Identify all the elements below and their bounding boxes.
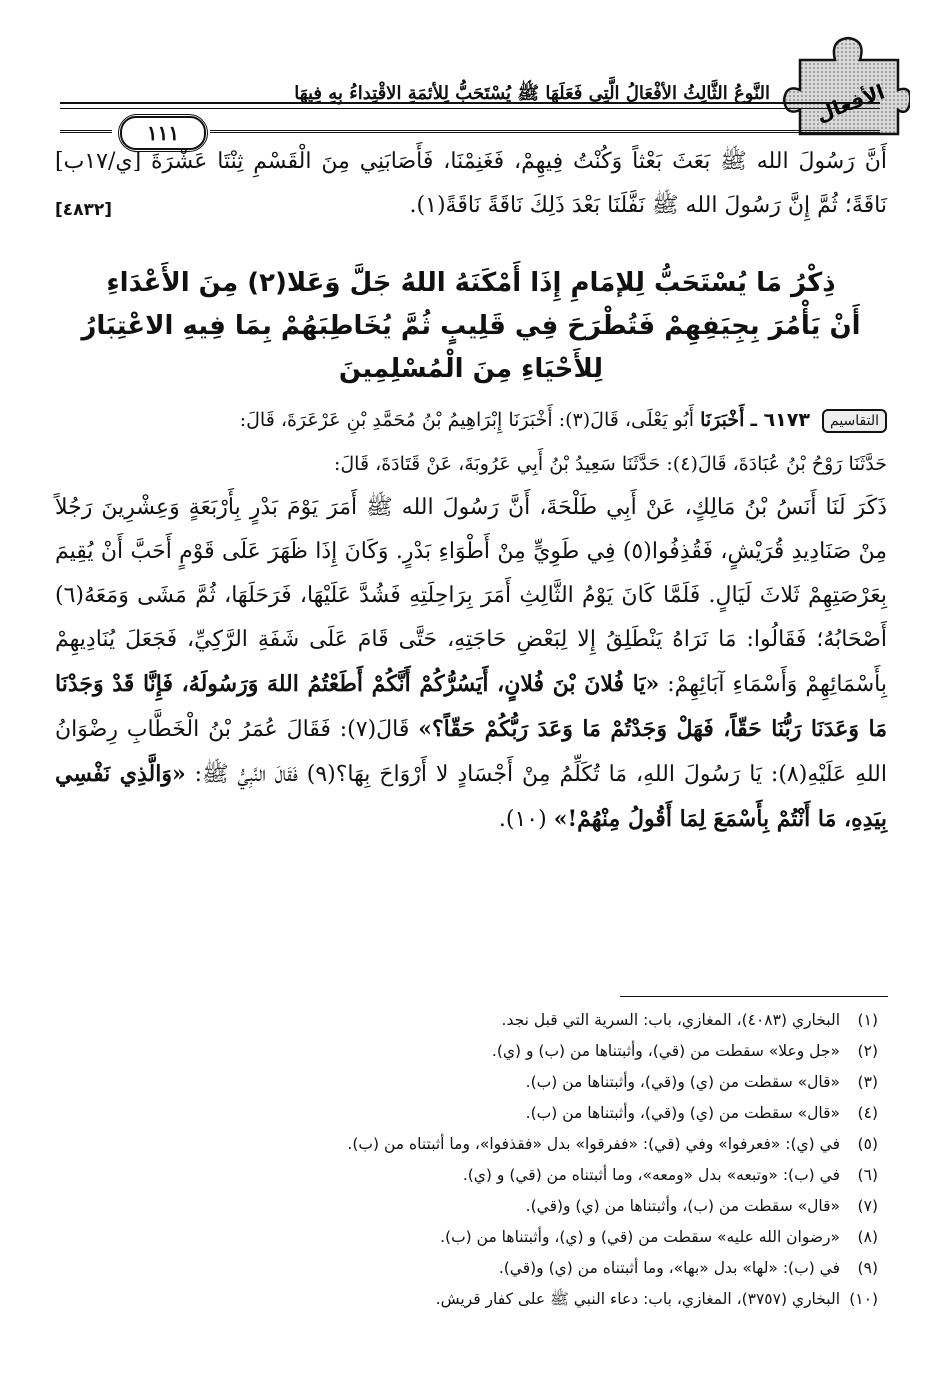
prophetic-quote-2: «وَالَّذِي نَفْسِي بِيَدِهِ، مَا أَنْتُمْ بِأَسْمَعَ لِمَا أَقُولُ مِنْهُمْ!» [55,761,887,832]
opening-paragraph-text: أَنَّ رَسُولَ الله ﷺ بَعَثَ بَعْثاً وَكُنْتُ فِيهِمْ، فَغَنِمْنَا، فَأَصَابَنِي مِنَ الْقَسْمِ ثِنْتَا عَشْرَةَ [ي/١٧ب] نَاقَةً؛ ثُمَّ إِنَّ رَسُولَ الله ﷺ نَفَّلَنَا بَعْدَ ذَلِكَ نَاقَةً نَاقَةً(١). [55,149,887,218]
hadith-block [55,398,887,842]
footnote-item: (٧)«قال» سقطت من (ب)، وأثبتناها من (ي) و(قي). [525,1197,878,1215]
puzzle-piece-icon [780,30,910,140]
footnote-item: (٩)في (ب): «لها» بدل «بها»، وما أثبتناه من (ي) و(قي). [498,1259,878,1277]
header-rule [60,102,880,109]
prophetic-quote: «يَا فُلانَ بْنَ فُلانٍ، أَيَسُرُّكُمْ أَنَّكُمْ أَطَعْتُمُ اللهَ وَرَسُولَهُ، فَإِنَّا قَدْ وَجَدْنَا مَا وَعَدَنَا رَبُّنَا حَقّاً، فَهَلْ وَجَدْتُمْ مَا وَعَدَ رَبُّكُمْ حَقّاً؟» [55,671,887,742]
hadith-reference: [٤٨٣٢] [55,200,113,220]
footnote-item: (٤)«قال» سقطت من (ي) و(قي)، وأثبتناها من (ب). [525,1104,878,1122]
opening-paragraph [55,140,887,232]
footnote-item: (٢)«جل وعلا» سقطت من (قي)، وأثبتناها من (ب) و (ي). [491,1042,878,1060]
footnote-item: (١)البخاري (٤٠٨٣)، المغازي، باب: السرية التي قبل نجد. [501,1011,878,1029]
matn-text-2: قَالَ(٧): فَقَالَ عُمَرُ بْنُ الْخَطَّابِ رِضْوَانُ اللهِ عَلَيْهِ(٨): يَا رَسُولَ اللهِ، مَا تُكَلِّمُ مِنْ أَجْسَادٍ لا أَرْوَاحَ بِهَا؟(٩) فَقَالَ النَّبِيُّ ﷺ: [55,717,887,787]
footnote-item: (٣)«قال» سقطت من (ي) و(قي)، وأثبتناها من (ب). [525,1073,878,1091]
footnote-item: (٥)في (ي): «فعرفوا» وفي (قي): «ففرقوا» بدل «فقذفوا»، وما أثبتناه من (ب). [347,1135,878,1153]
running-title: النَّوعُ الثَّالِثُ الأفْعَالُ الَّتِي فَعَلَهَا ﷺ يُسْتَحَبُّ لِلأئمَةِ الاقْتِداءُ بِهِ فِيهَا [294,83,770,104]
page-number: ١١١ [120,116,206,150]
taqasim-badge: التقاسيم [822,409,887,433]
chapter-heading-line: أَنْ يَأْمُرَ بِجِيَفِهِمْ فَتُطْرَحَ فِي قَلِيبٍ ثُمَّ يُخَاطِبَهُمْ بِمَا فِيهِ الاعْتِبَارُ [81,311,861,341]
hadith-number: ٦١٧٣ ـ [750,409,810,431]
number-rule-left [60,130,112,133]
chapter-heading-line: ذِكْرُ مَا يُسْتَحَبُّ لِلإمَامِ إِذَا أَمْكَنَهُ اللهُ جَلَّ وَعَلا(٢) مِنَ الأَعْدَاءِ [106,268,836,298]
page-header [60,30,888,145]
matn-text: ذَكَرَ لَنَا أَنَسُ بْنُ مَالِكٍ، عَنْ أَبِي طَلْحَةَ، أَنَّ رَسُولَ الله ﷺ أَمَرَ يَوْمَ بَدْرٍ بِأَرْبَعَةٍ وَعِشْرِينَ رَجُلاً مِنْ صَنَادِيدِ قُرَيْشٍ، فَقُذِفُوا(٥) فِي طَوِيٍّ مِنْ أَطْوَاءِ بَدْرٍ. وَكَانَ إِذَا ظَهَرَ عَلَى قَوْمٍ أَحَبَّ أَنْ يُقِيمَ بِعَرْصَتِهِمْ ثَلاثَ لَيَالٍ. فَلَمَّا كَانَ يَوْمُ الثَّالِثِ أَمَرَ بِرَاحِلَتِهِ فَشُدَّ عَلَيْهَا، فَرَحَلَهَا، ثُمَّ مَشَى وَمَعَهُ(٦) أَصْحَابُهُ؛ فَقَالُوا: مَا نَرَاهُ يَنْطَلِقُ إِلا لِبَعْضِ حَاجَتِهِ، حَتَّى قَامَ عَلَى شَفَةِ الرَّكِيِّ، فَجَعَلَ يُنَادِيهِمْ بِأَسْمَائِهِمْ وَأَسْمَاءِ آبَائِهِمْ: [55,495,888,697]
isnad-lead: أَخْبَرَنَا [700,409,745,431]
footnotes [60,1005,886,1315]
matn-end: (١٠). [498,807,547,832]
isnad-line [55,398,887,442]
chapter-heading-line: لِلأَحْيَاءِ مِنَ الْمُسْلِمِينَ [338,354,604,384]
matn [55,486,887,842]
isnad-line-2: حَدَّثَنَا رَوْحُ بْنُ عُبَادَةَ، قَالَ(٤): حَدَّثَنَا سَعِيدُ بْنُ أَبِي عَرُوبَةَ، عَنْ قَتَادَةَ، قَالَ: [333,453,887,475]
number-rule-right [210,130,880,133]
isnad-text: أَبُو يَعْلَى، قَالَ(٣): أَخْبَرَنَا إِبْرَاهِيمُ بْنُ مُحَمَّدِ بْنِ عَرْعَرَةَ، قَالَ: [239,409,695,431]
footnote-item: (٨)«رضوان الله عليه» سقطت من (قي) و (ي)، وأثبتناها من (ب). [440,1228,878,1246]
footnote-divider [620,996,888,997]
chapter-heading [70,262,872,391]
footnote-item: (٦)في (ب): «وتبعه» بدل «ومعه»، وما أثبتناه من (قي) و (ي). [462,1166,878,1184]
puzzle-label: الأفعال [812,79,888,127]
footnote-item: (١٠)البخاري (٣٧٥٧)، المغازي، باب: دعاء النبي ﷺ على كفار قريش. [435,1290,878,1308]
